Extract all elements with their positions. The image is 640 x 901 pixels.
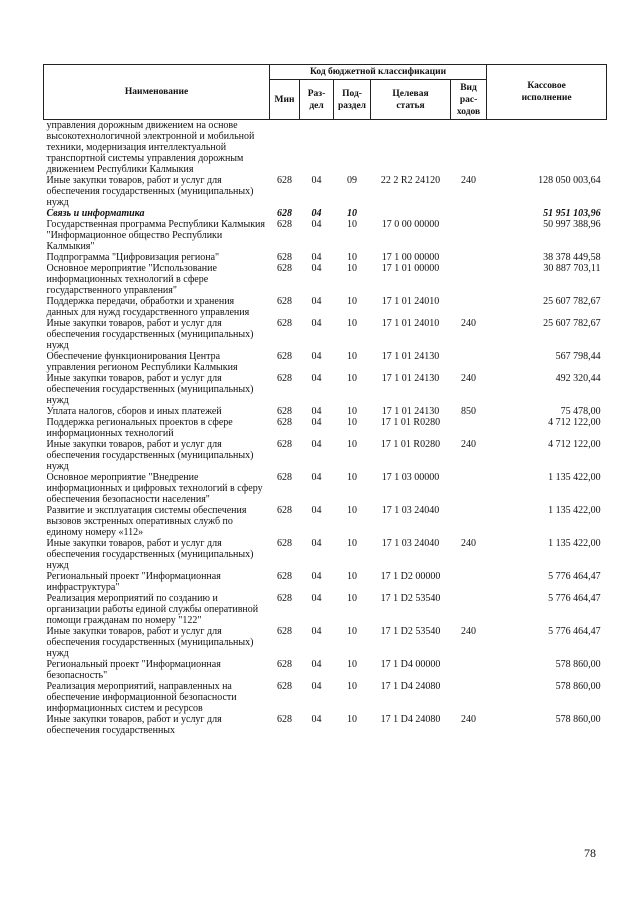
table-row xyxy=(44,373,607,406)
row-podrazdel: 10 xyxy=(347,714,357,725)
table-row xyxy=(44,571,607,593)
row-vid xyxy=(451,296,487,318)
row-vid xyxy=(451,219,487,252)
row-name: Уплата налогов, сборов и иных платежей xyxy=(46,406,222,417)
row-podrazdel: 10 xyxy=(347,417,357,428)
header-razdel: Раз- дел xyxy=(300,80,334,120)
row-target: 17 1 01 R0280 xyxy=(380,439,441,450)
table-header xyxy=(44,65,607,120)
row-target: 17 1 D4 24080 xyxy=(380,681,441,692)
header-execution: Кассовое исполнение xyxy=(487,65,607,120)
row-target: 17 1 00 00000 xyxy=(381,252,440,263)
row-target: 17 1 D4 24080 xyxy=(380,714,441,725)
row-podrazdel: 10 xyxy=(347,219,357,230)
table-row xyxy=(44,593,607,626)
table-row xyxy=(44,351,607,373)
row-name: Обеспечение функционирования Центра управления регионом Республики Калмыкия xyxy=(46,351,238,373)
row-amount: 567 798,44 xyxy=(555,351,601,362)
row-target: 17 1 01 00000 xyxy=(381,263,440,274)
row-vid: 240 xyxy=(461,318,477,329)
row-min: 628 xyxy=(277,538,292,549)
row-vid xyxy=(451,593,487,626)
row-razdel: 04 xyxy=(311,318,322,329)
row-name: Связь и информатика xyxy=(46,208,145,219)
row-razdel: 04 xyxy=(311,538,322,549)
row-min: 628 xyxy=(277,659,292,670)
table-row xyxy=(44,714,607,736)
row-min: 628 xyxy=(277,681,292,692)
row-name: Государственная программа Республики Калмыкия "Информационное общество Республики Калмыкия" xyxy=(46,219,266,252)
row-target: 17 1 01 R0280 xyxy=(380,417,441,428)
row-vid: 240 xyxy=(461,538,477,549)
row-vid xyxy=(451,659,487,681)
table-row xyxy=(44,472,607,505)
row-vid xyxy=(451,681,487,714)
header-vid: Вид рас- ходов xyxy=(451,80,487,120)
row-amount: 1 135 422,00 xyxy=(548,472,601,483)
row-razdel: 04 xyxy=(311,208,322,219)
row-min: 628 xyxy=(277,318,292,329)
page-number: 78 xyxy=(584,846,596,860)
row-vid xyxy=(451,472,487,505)
row-name: Иные закупки товаров, работ и услуг для обеспечения государственных xyxy=(46,714,222,736)
row-amount xyxy=(487,120,607,176)
row-razdel: 04 xyxy=(311,175,322,186)
row-razdel: 04 xyxy=(311,296,322,307)
row-min: 628 xyxy=(277,626,292,637)
row-name: Основное мероприятие "Использование информационных технологий в сфере государственного управления" xyxy=(46,263,217,296)
row-name: Иные закупки товаров, работ и услуг для обеспечения государственных (муниципальных) нужд xyxy=(46,318,254,351)
row-amount: 5 776 464,47 xyxy=(548,593,601,604)
row-min: 628 xyxy=(277,406,292,417)
row-razdel: 04 xyxy=(311,714,322,725)
row-amount: 578 860,00 xyxy=(555,681,601,692)
row-vid: 240 xyxy=(461,714,477,725)
row-vid: 240 xyxy=(461,175,477,186)
row-razdel: 04 xyxy=(311,373,322,384)
row-min: 628 xyxy=(277,252,292,263)
row-amount: 75 478,00 xyxy=(560,406,601,417)
row-target: 17 0 00 00000 xyxy=(381,219,440,230)
row-razdel: 04 xyxy=(311,659,322,670)
row-vid: 240 xyxy=(461,626,477,637)
header-min: Мин xyxy=(270,80,300,120)
row-razdel: 04 xyxy=(311,593,322,604)
row-podrazdel: 10 xyxy=(347,406,357,417)
row-amount: 4 712 122,00 xyxy=(548,417,601,428)
row-amount: 5 776 464,47 xyxy=(548,626,601,637)
row-podrazdel: 10 xyxy=(347,538,357,549)
row-target: 17 1 01 24130 xyxy=(381,406,440,417)
row-min: 628 xyxy=(277,472,292,483)
row-amount: 128 050 003,64 xyxy=(538,175,601,186)
row-razdel: 04 xyxy=(311,439,322,450)
row-vid xyxy=(451,120,487,176)
row-name: управления дорожным движением на основе высокотехнологичной электронной и мобильной техники, модернизация интеллектуальной транспортной системы управления дорожным движением Республики Калмыкия xyxy=(46,120,255,175)
row-target: 17 1 D2 53540 xyxy=(380,593,441,604)
row-name: Иные закупки товаров, работ и услуг для обеспечения государственных (муниципальных) нужд xyxy=(46,373,254,406)
table-row xyxy=(44,439,607,472)
row-min: 628 xyxy=(277,417,292,428)
row-podrazdel: 10 xyxy=(347,626,357,637)
table-row xyxy=(44,263,607,296)
row-podrazdel: 10 xyxy=(347,472,357,483)
row-min: 628 xyxy=(277,571,292,582)
row-podrazdel: 10 xyxy=(347,351,357,362)
row-target: 17 1 03 00000 xyxy=(381,472,440,483)
row-razdel: 04 xyxy=(311,263,322,274)
row-podrazdel: 09 xyxy=(347,175,357,186)
row-name: Региональный проект "Информационная инфраструктура" xyxy=(46,571,221,593)
row-name: Поддержка передачи, обработки и хранения данных для нужд государственного управления xyxy=(46,296,250,318)
row-razdel: 04 xyxy=(311,571,322,582)
budget-table-container xyxy=(43,64,606,736)
row-vid: 240 xyxy=(461,373,477,384)
row-podrazdel: 10 xyxy=(347,252,357,263)
row-name: Региональный проект "Информационная безопасность" xyxy=(46,659,221,681)
header-name: Наименование xyxy=(44,65,270,120)
row-min xyxy=(270,120,300,176)
row-min: 628 xyxy=(277,219,292,230)
table-row xyxy=(44,505,607,538)
table-row xyxy=(44,417,607,439)
row-name: Развитие и эксплуатация системы обеспечения вызовов экстренных оперативных служб по единому номеру «112» xyxy=(46,505,247,538)
row-amount: 25 607 782,67 xyxy=(543,296,601,307)
row-min: 628 xyxy=(277,373,292,384)
row-amount: 5 776 464,47 xyxy=(548,571,601,582)
row-name: Иные закупки товаров, работ и услуг для обеспечения государственных (муниципальных) нужд xyxy=(46,175,254,208)
row-min: 628 xyxy=(277,351,292,362)
row-vid xyxy=(451,571,487,593)
row-min: 628 xyxy=(277,296,292,307)
row-razdel: 04 xyxy=(311,417,322,428)
row-min: 628 xyxy=(277,714,292,725)
row-min: 628 xyxy=(277,593,292,604)
row-target: 17 1 03 24040 xyxy=(381,505,440,516)
row-amount: 30 887 703,11 xyxy=(543,263,601,274)
row-amount: 1 135 422,00 xyxy=(548,505,601,516)
row-podrazdel: 10 xyxy=(347,593,357,604)
row-vid: 240 xyxy=(461,439,477,450)
row-razdel: 04 xyxy=(311,406,322,417)
row-amount: 38 378 449,58 xyxy=(543,252,601,263)
row-razdel: 04 xyxy=(311,472,322,483)
row-razdel xyxy=(300,120,334,176)
row-amount: 1 135 422,00 xyxy=(548,538,601,549)
row-name: Поддержка региональных проектов в сфере информационных технологий xyxy=(46,417,233,439)
row-target: 17 1 01 24010 xyxy=(381,318,440,329)
row-vid: 850 xyxy=(461,406,477,417)
row-podrazdel: 10 xyxy=(347,659,357,670)
row-target: 22 2 R2 24120 xyxy=(380,175,441,186)
row-razdel: 04 xyxy=(311,351,322,362)
row-target: 17 1 01 24010 xyxy=(381,296,440,307)
row-target: 17 1 01 24130 xyxy=(381,351,440,362)
row-podrazdel: 10 xyxy=(347,373,357,384)
table-body xyxy=(44,120,607,737)
table-row xyxy=(44,626,607,659)
row-razdel: 04 xyxy=(311,681,322,692)
row-name: Иные закупки товаров, работ и услуг для обеспечения государственных (муниципальных) нужд xyxy=(46,439,254,472)
header-budget-code: Код бюджетной классификации xyxy=(270,65,487,80)
row-podrazdel: 10 xyxy=(347,208,357,219)
row-razdel: 04 xyxy=(311,626,322,637)
table-row xyxy=(44,406,607,417)
row-target: 17 1 D2 53540 xyxy=(380,626,441,637)
table-row xyxy=(44,318,607,351)
header-target: Целевая статья xyxy=(371,80,451,120)
row-razdel: 04 xyxy=(311,219,322,230)
row-podrazdel xyxy=(334,120,371,176)
row-podrazdel: 10 xyxy=(347,296,357,307)
row-name: Подпрограмма "Цифровизация региона" xyxy=(46,252,220,263)
table-row xyxy=(44,120,607,176)
row-min: 628 xyxy=(277,263,292,274)
row-amount: 578 860,00 xyxy=(555,659,601,670)
row-podrazdel: 10 xyxy=(347,318,357,329)
row-min: 628 xyxy=(277,175,292,186)
table-row xyxy=(44,681,607,714)
row-target: 17 1 03 24040 xyxy=(381,538,440,549)
budget-table xyxy=(43,64,607,736)
row-vid xyxy=(451,417,487,439)
table-row xyxy=(44,659,607,681)
row-target: 17 1 D2 00000 xyxy=(380,571,441,582)
row-podrazdel: 10 xyxy=(347,571,357,582)
row-amount: 51 951 103,96 xyxy=(543,208,601,219)
row-amount: 50 997 388,96 xyxy=(543,219,601,230)
row-amount: 492 320,44 xyxy=(555,373,601,384)
row-podrazdel: 10 xyxy=(347,681,357,692)
row-name: Реализация мероприятий, направленных на обеспечение информационной безопасности информационных систем и ресурсов xyxy=(46,681,237,714)
table-row xyxy=(44,538,607,571)
row-name: Основное мероприятие "Внедрение информационных и цифровых технологий в сферу обеспечения безопасности населения" xyxy=(46,472,263,505)
row-razdel: 04 xyxy=(311,505,322,516)
row-amount: 25 607 782,67 xyxy=(543,318,601,329)
table-row xyxy=(44,296,607,318)
row-podrazdel: 10 xyxy=(347,439,357,450)
row-min: 628 xyxy=(277,505,292,516)
row-target xyxy=(371,208,451,219)
row-target: 17 1 01 24130 xyxy=(381,373,440,384)
row-target: 17 1 D4 00000 xyxy=(380,659,441,670)
row-amount: 4 712 122,00 xyxy=(548,439,601,450)
row-vid xyxy=(451,351,487,373)
row-razdel: 04 xyxy=(311,252,322,263)
row-vid xyxy=(451,208,487,219)
row-name: Иные закупки товаров, работ и услуг для обеспечения государственных (муниципальных) нужд xyxy=(46,538,254,571)
header-podrazdel: Под- раздел xyxy=(334,80,371,120)
row-amount: 578 860,00 xyxy=(555,714,601,725)
row-podrazdel: 10 xyxy=(347,263,357,274)
row-name: Реализация мероприятий по созданию и организации работы единой службы оперативной помощи гражданам по номеру "122" xyxy=(46,593,259,626)
row-vid xyxy=(451,263,487,296)
row-vid xyxy=(451,252,487,263)
row-min: 628 xyxy=(277,208,292,219)
table-row xyxy=(44,175,607,208)
table-row xyxy=(44,219,607,252)
row-vid xyxy=(451,505,487,538)
table-row xyxy=(44,252,607,263)
row-min: 628 xyxy=(277,439,292,450)
row-podrazdel: 10 xyxy=(347,505,357,516)
row-name: Иные закупки товаров, работ и услуг для обеспечения государственных (муниципальных) нужд xyxy=(46,626,254,659)
row-target xyxy=(371,120,451,176)
table-row xyxy=(44,208,607,219)
